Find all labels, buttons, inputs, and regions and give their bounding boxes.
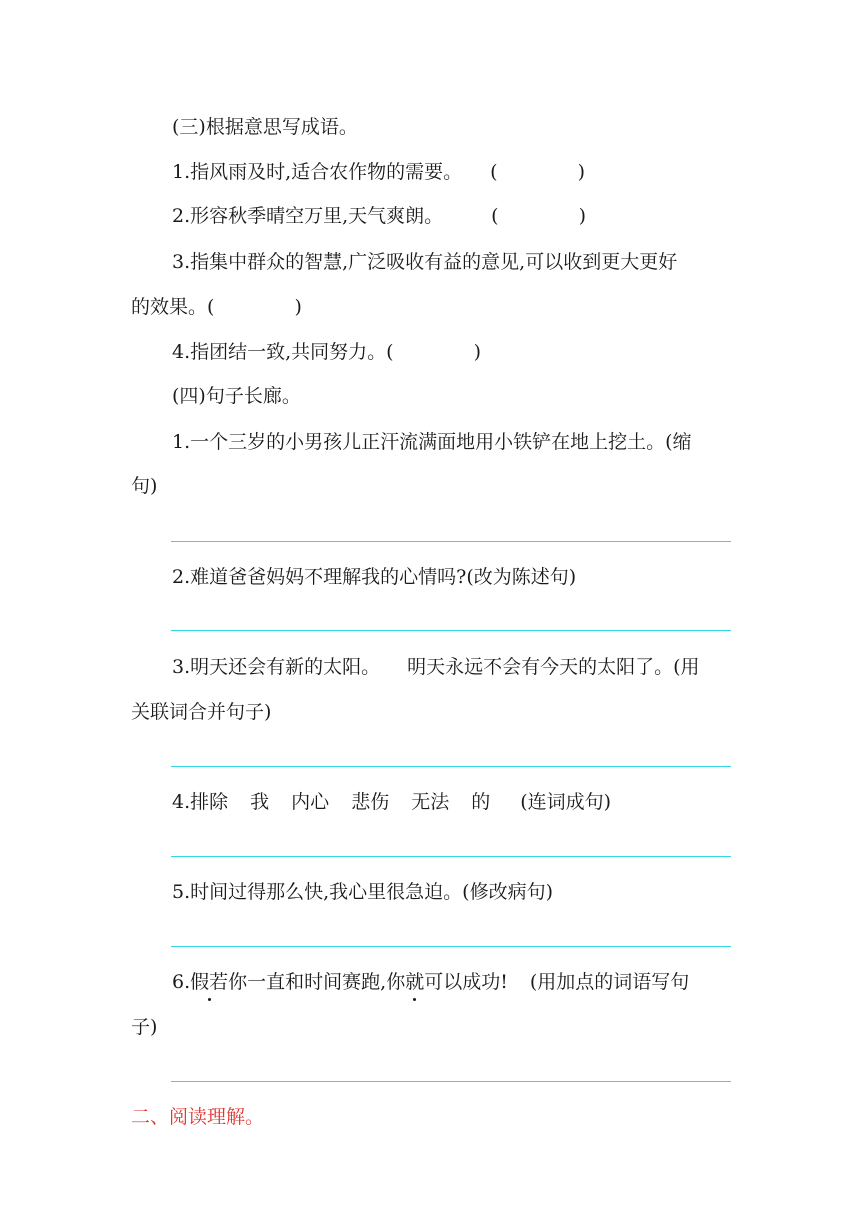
section-3-q1 [172,159,585,185]
section-3-title: (三)根据意思写成语。 [172,116,358,138]
section-4-q6-line1 [172,969,689,995]
q4-hint: (连词成句) [520,791,612,813]
section-4-q1-line2: 句) [131,475,158,497]
q4-word: 无法 [411,791,450,813]
q2-answer-open: ( [491,205,499,227]
q1-text: 1.指风雨及时,适合农作物的需要。 [172,161,463,183]
q3-answer-close: ) [294,296,302,318]
section-3-q3-line1: 3.指集中群众的智慧,广泛吸收有益的意见,可以收到更大更好 [172,251,678,273]
q4-answer-open: ( [386,341,394,363]
section-4-q5: 5.时间过得那么快,我心里很急迫。(修改病句) [172,881,553,903]
q2-text: 2.形容秋季晴空万里,天气爽朗。 [172,205,444,227]
q6-prefix: 6. [172,971,191,993]
q4-text: 4.指团结一致,共同努力。 [172,341,387,363]
section-4-q3-line1 [172,654,700,680]
q6-rest: 可以成功! [424,971,508,993]
section-3-q3-line2 [131,294,302,320]
q4-word: 排除 [190,791,229,813]
q4-word: 内心 [291,791,330,813]
section-3-q4 [172,339,481,365]
q4-word: 的 [471,791,491,813]
section-4-q6-line2: 子) [131,1016,158,1038]
answer-line-q3[interactable] [171,766,731,767]
q3-part2: 明天永远不会有今天的太阳了。(用 [407,656,700,678]
q6-dotted-word-2: 就 [405,971,425,993]
q3-text: 的效果。 [131,296,208,318]
section-4-q3-line2: 关联词合并句子) [131,701,272,723]
q4-answer-close: ) [473,341,482,363]
section-4-q4 [172,789,611,815]
section-4-title: (四)句子长廊。 [172,385,301,407]
answer-line-q5[interactable] [171,946,731,947]
answer-line-q2[interactable] [171,630,731,631]
q1-answer-close: ) [577,161,586,183]
q2-answer-close: ) [578,205,587,227]
q6-hint: (用加点的词语写句 [529,971,690,993]
section-4-q1-line1: 1.一个三岁的小男孩儿正汗流满面地用小铁铲在地上挖土。(缩 [172,431,692,453]
answer-line-q1[interactable] [171,541,731,542]
q1-answer-open: ( [490,161,498,183]
q3-part1: 3.明天还会有新的太阳。 [172,656,381,678]
part-2-heading: 二、阅读理解。 [131,1106,265,1128]
answer-line-q4[interactable] [171,856,731,857]
q6-middle: 你一直和时间赛跑,你 [228,971,406,993]
q4-prefix: 4. [172,791,191,813]
section-3-q2 [172,203,586,229]
q4-word: 悲伤 [351,791,390,813]
q4-word: 我 [250,791,270,813]
q6-dotted-word-1: 假若 [190,971,229,993]
section-4-q2: 2.难道爸爸妈妈不理解我的心情吗?(改为陈述句) [172,566,577,588]
answer-line-q6[interactable] [171,1081,731,1082]
q3-answer-open: ( [207,296,215,318]
